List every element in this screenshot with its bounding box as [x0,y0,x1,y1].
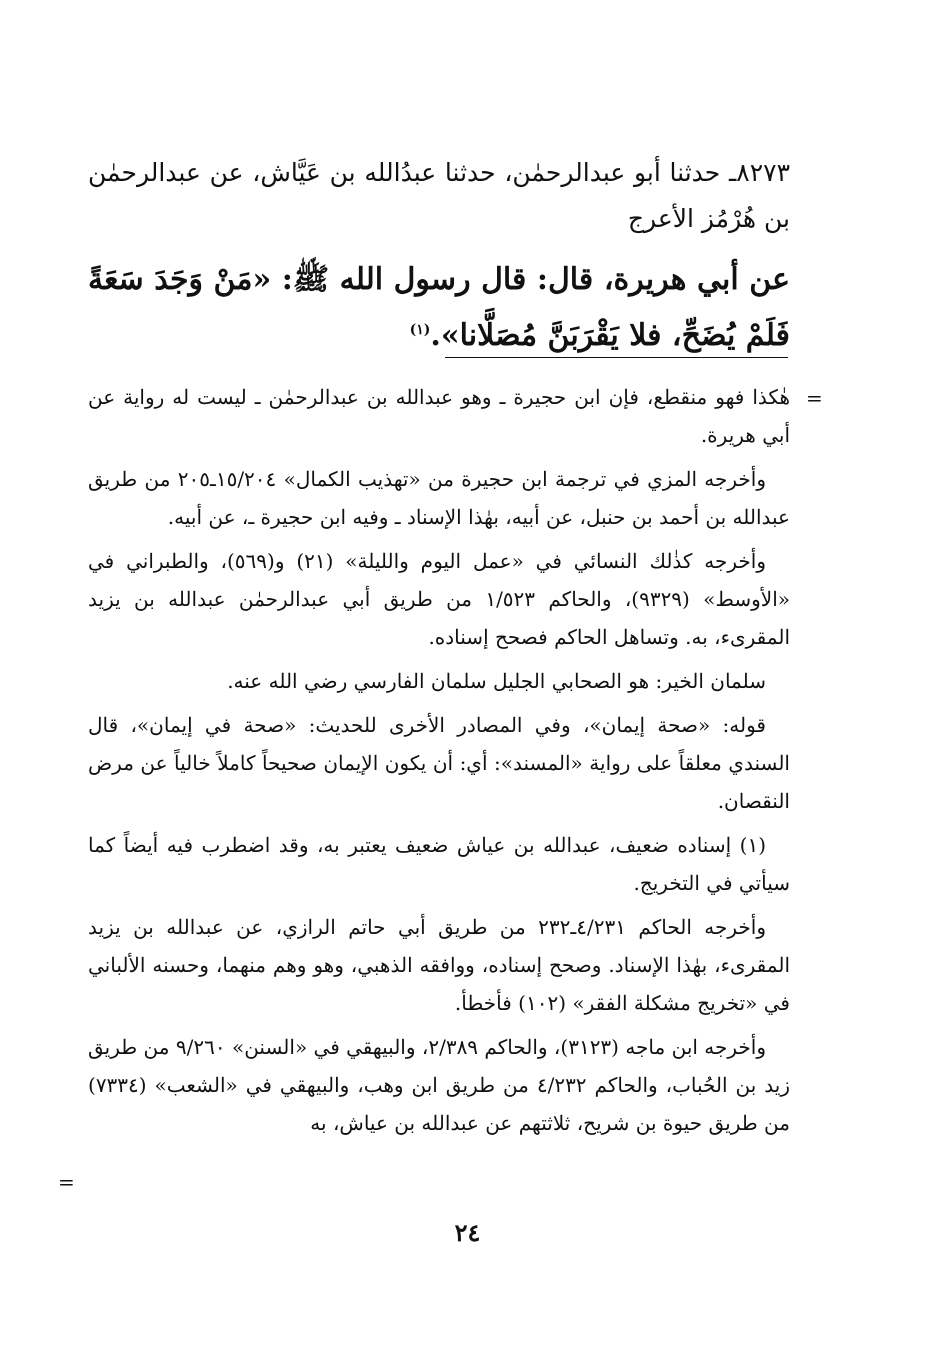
continuation-marker-top: = [806,386,823,410]
note-paragraph: وأخرجه المزي في ترجمة ابن حجيرة من «تهذيب الكمال» ١٥/٢٠٤ـ٢٠٥ من طريق عبدالله بن أحمد بن حنبل، عن أبيه، بهٰذا الإسناد ـ وفيه ابن حجيرة ـ، عن أبيه. [88,467,790,529]
footnote-reference: (١) [409,322,431,338]
footnote-separator [445,357,788,358]
page-number: ٢٤ [454,1218,481,1247]
note-paragraph: (١) إسناده ضعيف، عبدالله بن عياش ضعيف يعتبر به، وقد اضطرب فيه أيضاً كما سيأتي في التخريج. [88,833,790,895]
note-paragraph: قوله: «صحة إيمان»، وفي المصادر الأخرى للحديث: «صحة في إيمان»، قال السندي معلقاً على رواية «المسند»: أي: أن يكون الإيمان صحيحاً كاملاً خالياً عن مرض النقصان. [88,713,790,813]
continuation-marker-bottom: = [58,1170,75,1194]
hadith-matn-text: عن أبي هريرة، قال: قال رسول الله ﷺ: «مَنْ وَجَدَ سَعَةً فَلَمْ يُضَحِّ، فلا يَقْرَبَنَّ مُصَلَّانا». [88,262,790,353]
hadith-block [88,150,790,364]
note-paragraph: هٰكذا فهو منقطع، فإن ابن حجيرة ـ وهو عبدالله بن عبدالرحمٰن ـ ليست له رواية عن أبي هريرة. [88,385,790,447]
note-paragraph: سلمان الخير: هو الصحابي الجليل سلمان الفارسي رضي الله عنه. [227,669,766,693]
note-paragraph: وأخرجه كذٰلك النسائي في «عمل اليوم والليلة» (٢١) و(٥٦٩)، والطبراني في «الأوسط» (٩٣٢٩)، والحاكم ١/٥٢٣ من طريق أبي عبدالرحمٰن عبدالله بن يزيد المقرىء، به. وتساهل الحاكم فصحح إسناده. [88,549,790,649]
note-paragraph: وأخرجه ابن ماجه (٣١٢٣)، والحاكم ٢/٣٨٩، والبيهقي في «السنن» ٩/٢٦٠ من طريق زيد بن الحُباب، والحاكم ٤/٢٣٢ من طريق ابن وهب، والبيهقي في «الشعب» (٧٣٣٤) من طريق حيوة بن شريح، ثلاثتهم عن عبدالله بن عياش، به [88,1035,790,1135]
footnotes [88,378,790,1148]
hadith-isnad: ٨٢٧٣ـ حدثنا أبو عبدالرحمٰن، حدثنا عبدُالله بن عَيَّاش، عن عبدالرحمٰن بن هُرْمُز الأعرج [88,158,790,233]
note-paragraph: وأخرجه الحاكم ٤/٢٣١ـ٢٣٢ من طريق أبي حاتم الرازي، عن عبدالله بن يزيد المقرىء، بهٰذا الإسناد. وصحح إسناده، ووافقه الذهبي، وهو وهم منهما، وحسنه الألباني في «تخريج مشكلة الفقر» (١٠٢) فأخطأ. [88,915,790,1015]
hadith-matn [88,252,790,364]
